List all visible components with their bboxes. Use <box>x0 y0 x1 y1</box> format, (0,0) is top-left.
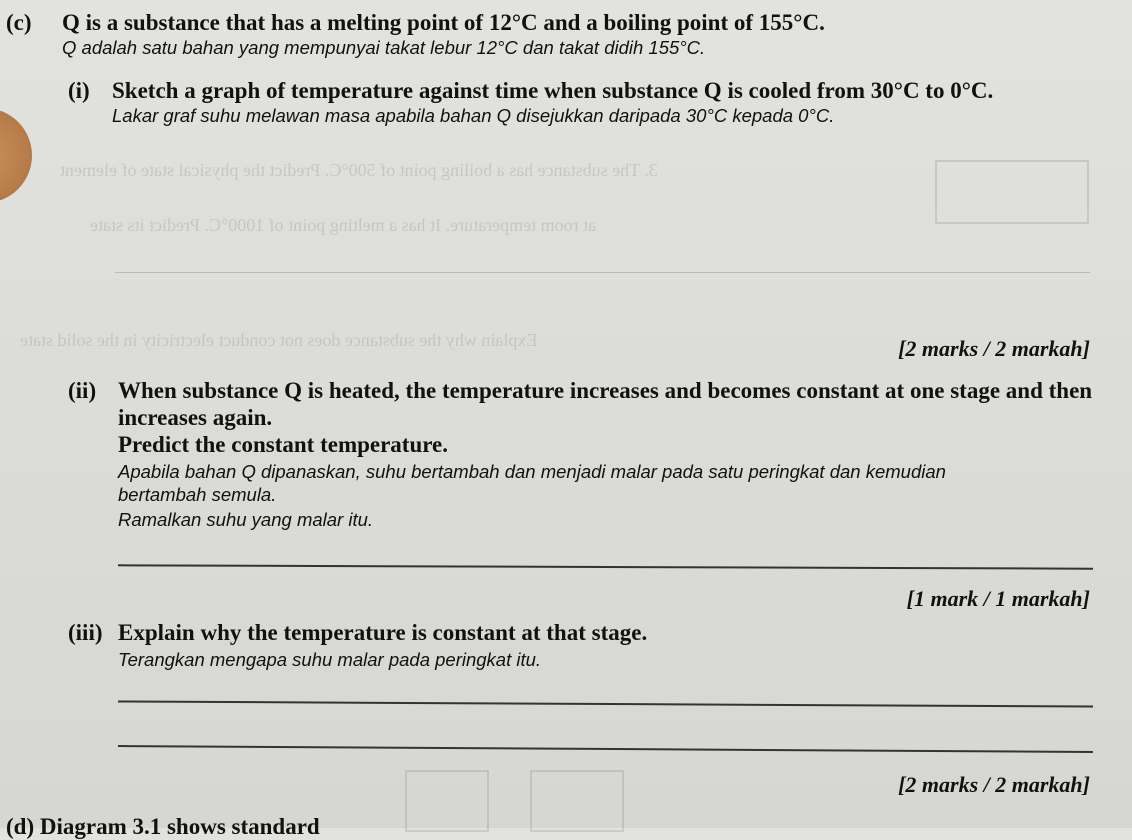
show-through-text: at room temperature. It has a melting point of 1000°C. Predict its state <box>90 215 597 235</box>
question-c-text-malay: Q adalah satu bahan yang mempunyai takat lebur 12°C dan takat didih 155°C. <box>62 37 706 58</box>
question-iii-marks: [2 marks / 2 markah] <box>898 772 1090 797</box>
question-i-marks: [2 marks / 2 markah] <box>898 336 1090 361</box>
thumb-photo <box>0 108 32 203</box>
answer-line-iii-2[interactable] <box>118 745 1093 753</box>
answer-line-iii-1[interactable] <box>118 700 1093 707</box>
question-ii-text-malay: bertambah semula. <box>118 484 277 505</box>
next-question-partial: (d) Diagram 3.1 shows standard <box>6 814 320 839</box>
question-label-ii: (ii) <box>68 378 97 403</box>
question-iii-text: Explain why the temperature is constant at that stage. <box>118 620 648 645</box>
question-ii-prompt-malay: Ramalkan suhu yang malar itu. <box>118 509 374 530</box>
question-label-c: (c) <box>6 10 32 35</box>
question-i-text-malay: Lakar graf suhu melawan masa apabila bahan Q disejukkan daripada 30°C kepada 0°C. <box>112 105 835 126</box>
show-through-text: 3. The substance has a boiling point of 500°C. Predict the physical state of element <box>60 160 658 180</box>
question-ii-text-malay: Apabila bahan Q dipanaskan, suhu bertambah dan menjadi malar pada satu peringkat dan kemudian <box>118 461 946 482</box>
answer-line-ii[interactable] <box>118 564 1093 569</box>
question-ii-text: When substance Q is heated, the temperature increases and becomes constant at one stage and then <box>118 378 1093 403</box>
show-through-line <box>115 272 1090 273</box>
show-through-box <box>405 770 489 832</box>
question-c-text: Q is a substance that has a melting point of 12°C and a boiling point of 155°C. <box>62 10 825 35</box>
question-ii-text: increases again. <box>118 405 273 430</box>
question-label-i: (i) <box>68 78 90 103</box>
question-ii-prompt: Predict the constant temperature. <box>118 432 449 457</box>
question-i-text: Sketch a graph of temperature against time when substance Q is cooled from 30°C to 0°C. <box>112 78 994 103</box>
show-through-box <box>935 160 1089 224</box>
question-iii-text-malay: Terangkan mengapa suhu malar pada peringkat itu. <box>118 649 542 670</box>
question-ii-marks: [1 mark / 1 markah] <box>906 586 1090 611</box>
question-label-iii: (iii) <box>68 620 103 645</box>
show-through-text: Explain why the substance does not conduct electricity in the solid state <box>20 330 538 350</box>
show-through-box <box>530 770 624 832</box>
